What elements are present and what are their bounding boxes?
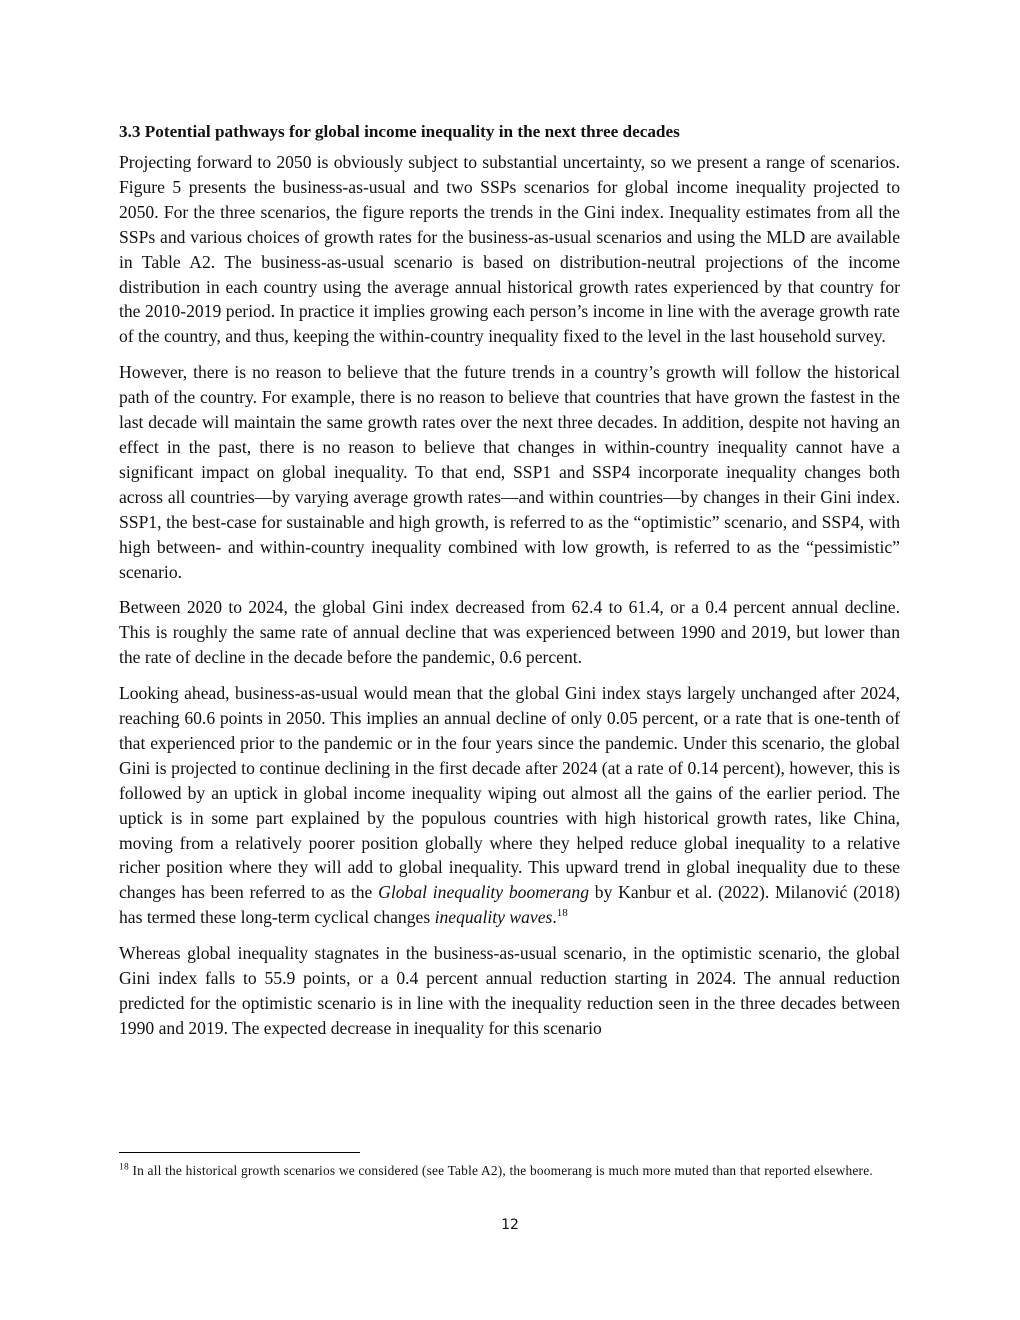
- footnote-text: In all the historical growth scenarios we considered (see Table A2), the boomerang is much more muted than that reported elsewhere.: [128, 1163, 873, 1178]
- term-inequality-waves: inequality waves: [434, 907, 553, 928]
- footnote-number: 18: [119, 1162, 129, 1173]
- paragraph-scenarios-intro: Projecting forward to 2050 is obviously subject to substantial uncertainty, so we present a range of scenarios. Figure 5 presents the business-as-usual and two SSPs scenarios for global income inequality projected to 2050. For the three scenarios, the figure reports the trends in the Gini index. Inequality estimates from all the SSPs and various choices of growth rates for the business-as-usual scenarios and using the MLD are available in Table A2. The business-as-usual scenario is based on distribution-neutral projections of the income distribution in each country using the average annual historical growth rates experienced by that country for the 2010-2019 period. In practice it implies growing each person’s income in line with the average growth rate of the country, and thus, keeping the within-country inequality fixed to the level in the last household survey.: [119, 152, 900, 347]
- page-number: 12: [501, 1217, 519, 1233]
- footnote-divider: [119, 1152, 360, 1153]
- paragraph-text-segment: by Kanbur et al. (2022). Milanović (2018) has termed these long-term cyclical changes: [119, 882, 900, 928]
- paragraph-gini-2020-2024: Between 2020 to 2024, the global Gini index decreased from 62.4 to 61.4, or a 0.4 percent annual decline. This is roughly the same rate of annual decline that was experienced between 1990 and 2019, but lower than the rate of decline in the decade before the pandemic, 0.6 percent.: [119, 597, 900, 668]
- paragraph-optimistic-scenario: Whereas global inequality stagnates in the business-as-usual scenario, in the optimistic scenario, the global Gini index falls to 55.9 points, or a 0.4 percent annual reduction starting in 2024. The annual reduction predicted for the optimistic scenario is in line with the inequality reduction seen in the three decades between 1990 and 2019. The expected decrease in inequality for this scenario: [119, 943, 900, 1038]
- section-heading: 3.3 Potential pathways for global income inequality in the next three decades: [119, 122, 680, 141]
- page-body: [119, 121, 900, 1052]
- footnote: [119, 1161, 900, 1181]
- footnote-reference[interactable]: 18: [556, 907, 568, 920]
- paragraph-text-segment: .: [552, 907, 557, 928]
- term-global-inequality-boomerang: Global inequality boomerang: [378, 882, 590, 903]
- paragraph-ssp-scenarios: However, there is no reason to believe that the future trends in a country’s growth will follow the historical path of the country. For example, there is no reason to believe that countries that have grown the fastest in the last decade will maintain the same growth rates over the next three decades. In addition, despite not having an effect in the past, there is no reason to believe that changes in within-country inequality cannot have a significant impact on global inequality. To that end, SSP1 and SSP4 incorporate inequality changes both across all countries—by varying average growth rates—and within countries—by changes in their Gini index. SSP1, the best-case for sustainable and high growth, is referred to as the “optimistic” scenario, and SSP4, with high between- and within-country inequality combined with low growth, is referred to as the “pessimistic” scenario.: [119, 362, 900, 582]
- paragraph-text-segment: Looking ahead, business-as-usual would mean that the global Gini index stays largely unchanged after 2024, reaching 60.6 points in 2050. This implies an annual decline of only 0.05 percent, or a rate that is one-tenth of that experienced prior to the pandemic or in the four years since the pandemic. Under this scenario, the global Gini is projected to continue declining in the first decade after 2024 (at a rate of 0.14 percent), however, this is followed by an uptick in global income inequality wiping out almost all the gains of the earlier period. The uptick is in some part explained by the populous countries with high historical growth rates, like China, moving from a relatively poorer position globally where they helped reduce global inequality to a relative richer position where they will add to global inequality. This upward trend in global inequality due to these changes has been referred to as the: [119, 683, 900, 903]
- paragraph-business-as-usual: [119, 681, 900, 930]
